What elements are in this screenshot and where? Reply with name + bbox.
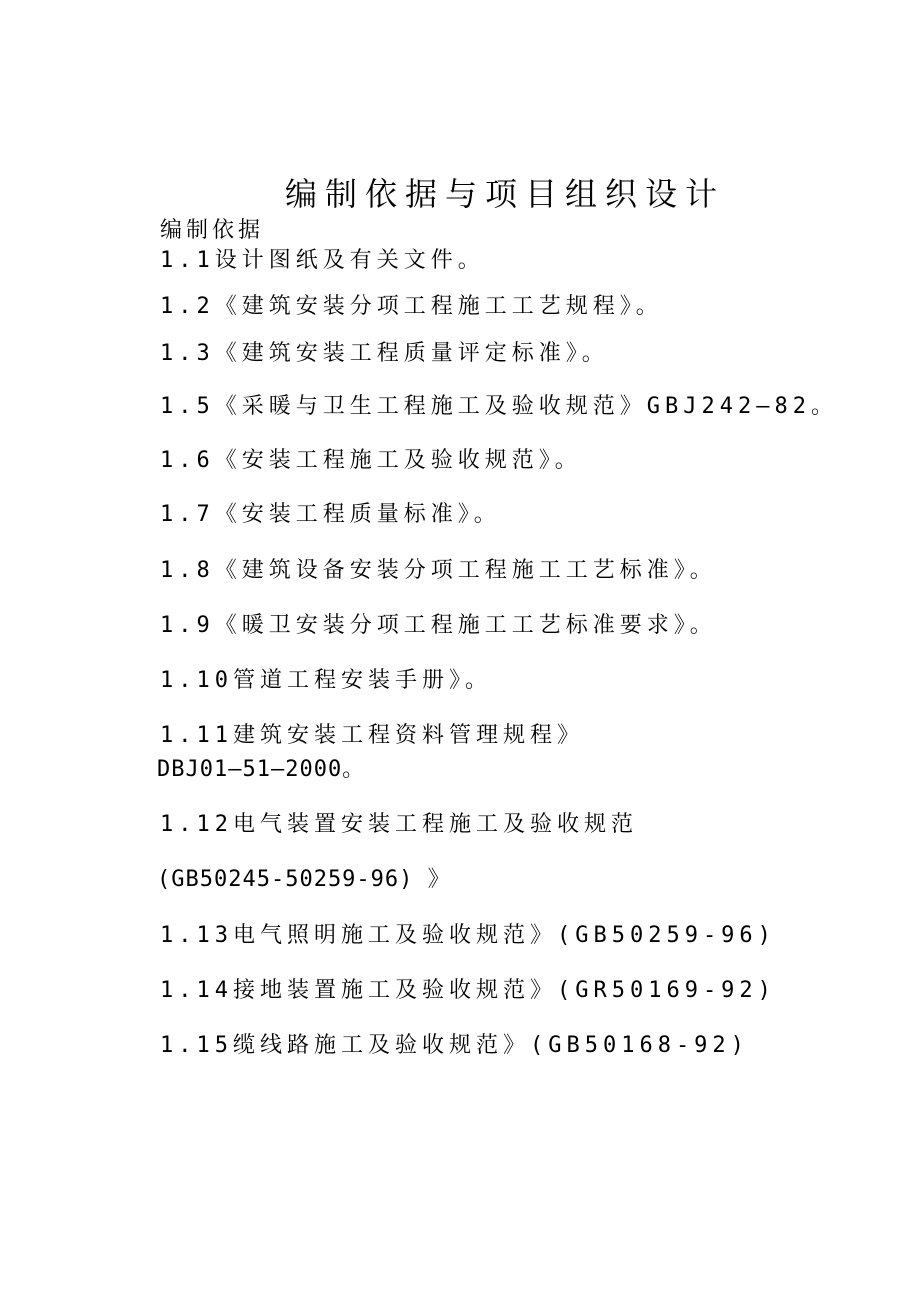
list-item: 1.2《建筑安装分项工程施工工艺规程》。 xyxy=(160,294,663,319)
list-item: 1.14接地装置施工及验收规范》(GR50169-92) xyxy=(160,978,776,1003)
list-item-continuation: (GB50245-50259-96) 》 xyxy=(157,867,451,892)
list-item: 1.12电气装置安装工程施工及验收规范 xyxy=(160,812,638,837)
list-item: 1.15缆线路施工及验收规范》(GB50168-92) xyxy=(160,1033,749,1058)
list-item: 1.11建筑安装工程资料管理规程》 xyxy=(160,723,584,748)
list-item: 1.9《暖卫安装分项工程施工工艺标准要求》。 xyxy=(160,613,717,638)
list-item-continuation: DBJ01—51—2000。 xyxy=(157,757,366,782)
list-item: 1.5《采暖与卫生工程施工及验收规范》GBJ242—82。 xyxy=(160,394,838,419)
document-title: 编制依据与项目组织设计 xyxy=(284,175,725,213)
list-item: 1.10管道工程安装手册》。 xyxy=(160,668,492,693)
list-item: 1.7《安装工程质量标准》。 xyxy=(160,502,501,527)
list-item: 1.1设计图纸及有关文件。 xyxy=(160,248,485,273)
list-item: 1.8《建筑设备安装分项工程施工工艺标准》。 xyxy=(160,558,717,583)
list-item: 1.13电气照明施工及验收规范》(GB50259-96) xyxy=(160,923,776,948)
list-item: 1.3《建筑安装工程质量评定标准》。 xyxy=(160,341,609,366)
list-item: 1.6《安装工程施工及验收规范》。 xyxy=(160,448,582,473)
section-heading: 编制依据 xyxy=(160,218,265,243)
